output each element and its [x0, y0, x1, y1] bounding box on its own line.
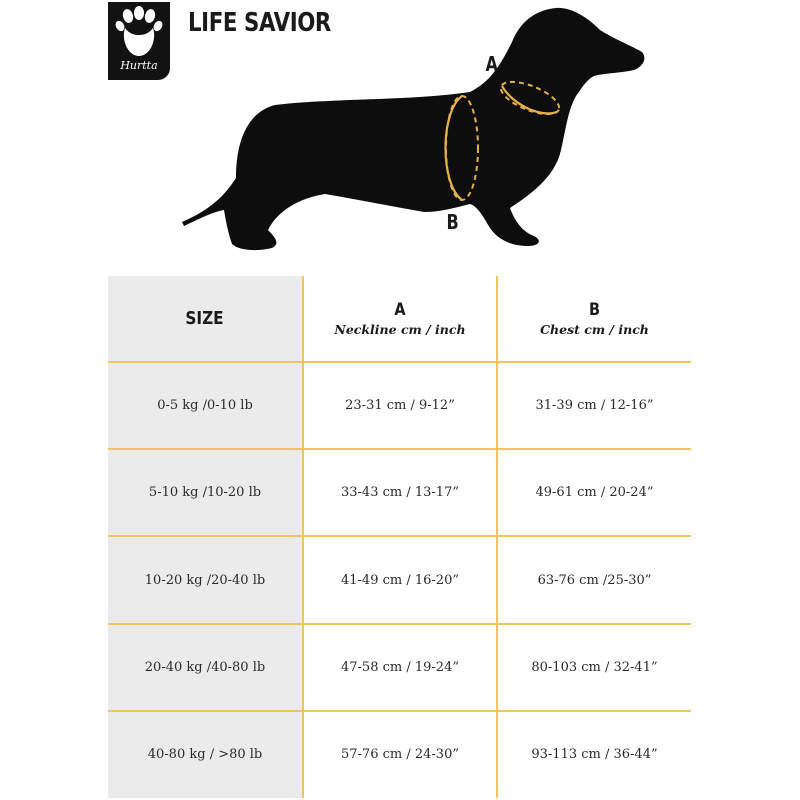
- neckline-cell: 33-43 cm / 13-17”: [303, 449, 497, 536]
- header-chest: [497, 276, 691, 362]
- size-cell: 5-10 kg /10-20 lb: [108, 449, 303, 536]
- header-neckline: [303, 276, 497, 362]
- marker-b: B: [446, 210, 459, 234]
- table-row: [108, 711, 691, 798]
- dog-silhouette: [182, 8, 644, 250]
- size-chart-table: [108, 276, 691, 798]
- brand-wordmark: Hurtta: [120, 59, 158, 72]
- chest-cell: 49-61 cm / 20-24”: [497, 449, 691, 536]
- dog-measurement-diagram: [0, 0, 800, 270]
- chest-cell: 93-113 cm / 36-44”: [497, 711, 691, 798]
- table-row: [108, 449, 691, 536]
- size-cell: 10-20 kg /20-40 lb: [108, 536, 303, 623]
- product-title: LIFE SAVIOR: [188, 8, 331, 38]
- chest-cell: 31-39 cm / 12-16”: [497, 362, 691, 449]
- table-row: [108, 624, 691, 711]
- table-row: [108, 362, 691, 449]
- header-b-letter: B: [588, 300, 601, 321]
- table-header-row: [108, 276, 691, 362]
- size-cell: 0-5 kg /0-10 lb: [108, 362, 303, 449]
- header-a-letter: A: [394, 300, 406, 321]
- neckline-cell: 41-49 cm / 16-20”: [303, 536, 497, 623]
- neckline-cell: 47-58 cm / 19-24”: [303, 624, 497, 711]
- neckline-cell: 57-76 cm / 24-30”: [303, 711, 497, 798]
- size-cell: 40-80 kg / >80 lb: [108, 711, 303, 798]
- chest-cell: 63-76 cm /25-30”: [497, 536, 691, 623]
- neckline-cell: 23-31 cm / 9-12”: [303, 362, 497, 449]
- marker-a: A: [485, 52, 498, 76]
- table-row: [108, 536, 691, 623]
- chest-cell: 80-103 cm / 32-41”: [497, 624, 691, 711]
- header-size-label: SIZE: [185, 308, 225, 330]
- size-cell: 20-40 kg /40-80 lb: [108, 624, 303, 711]
- header-a-subtitle: Neckline cm / inch: [334, 322, 466, 338]
- header-size: [108, 276, 303, 362]
- header-b-subtitle: Chest cm / inch: [540, 322, 649, 338]
